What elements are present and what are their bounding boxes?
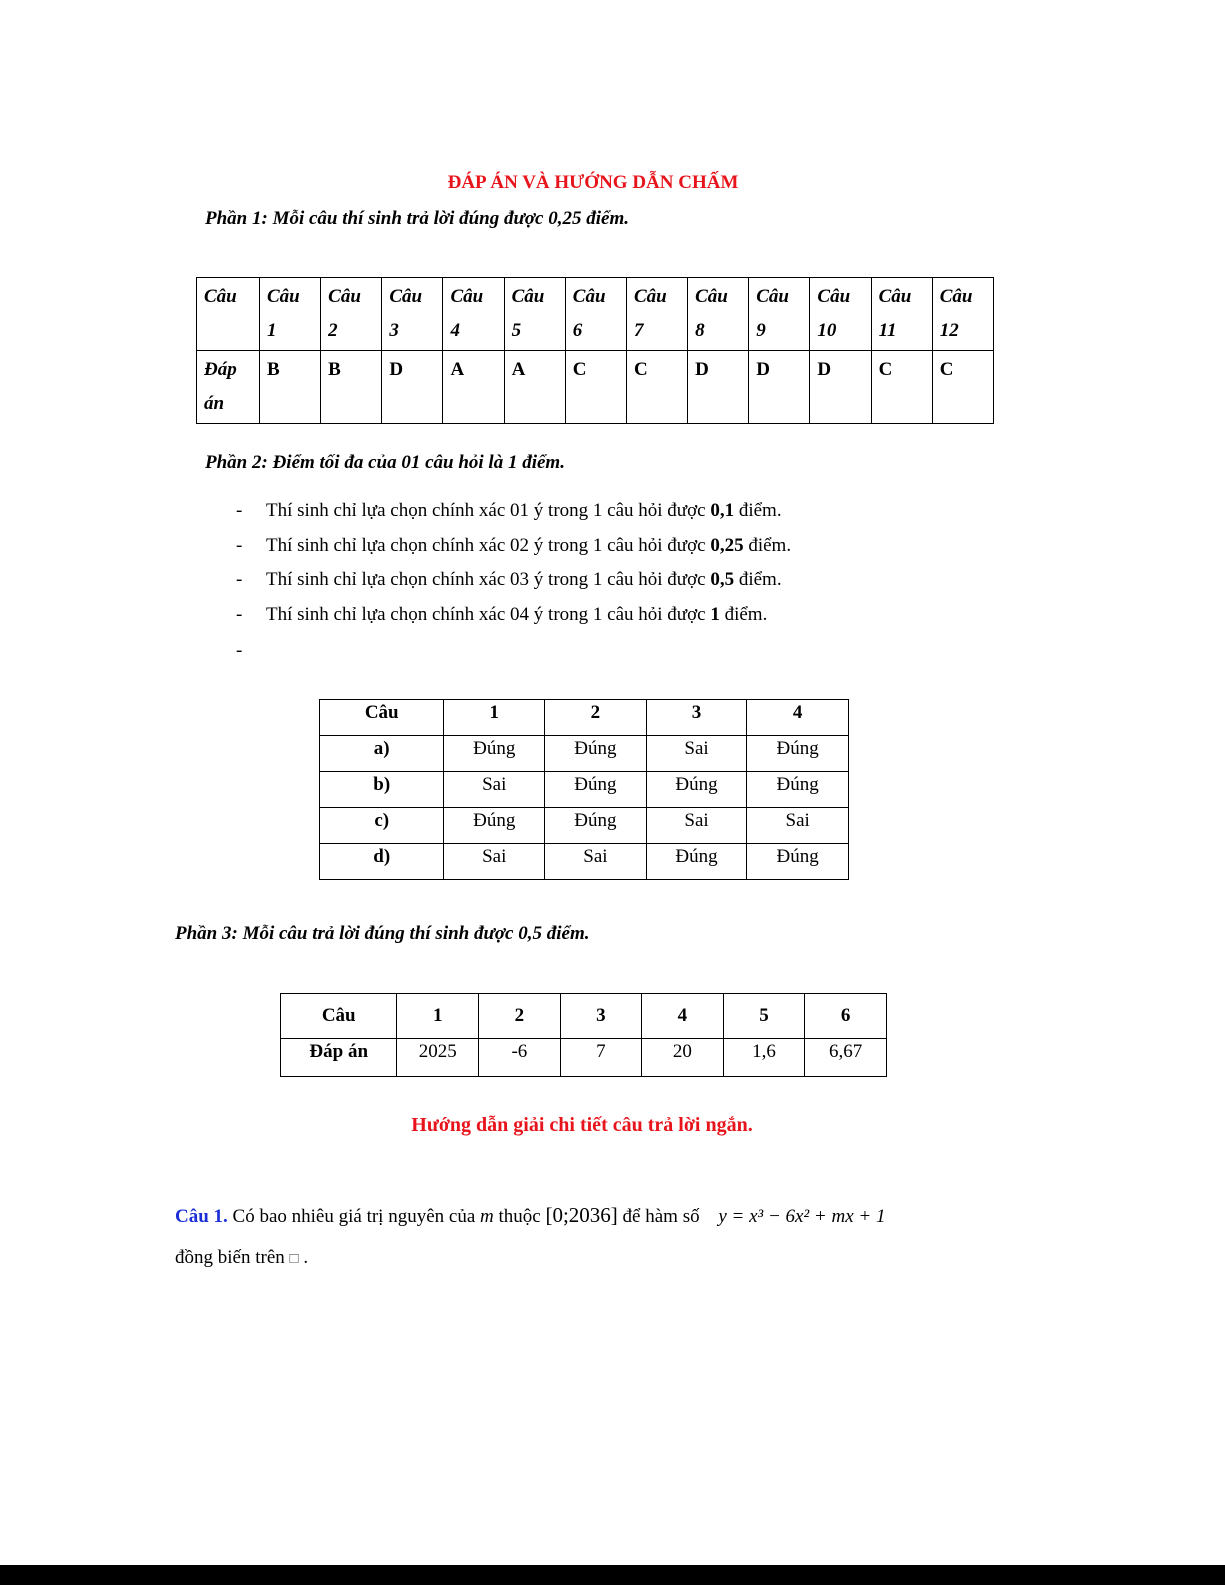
answer-cell: Đúng [747,844,849,880]
row-label-cell: d) [320,844,444,880]
table-header-row [281,994,887,1039]
question-header-cell: Câu 4 [443,278,504,351]
row-label-cell: b) [320,772,444,808]
answer-cell: A [443,351,504,424]
answer-cell: B [321,351,382,424]
answer-cell: 20 [642,1039,724,1077]
question-header-cell: Câu 11 [871,278,932,351]
answer-cell: Đúng [545,736,647,772]
answer-cell: Đúng [646,772,747,808]
header-cell: 3 [560,994,641,1039]
question-header-cell: Câu 5 [504,278,565,351]
question-1-line2: đồng biến trên □ . [175,1247,309,1268]
table-row [320,844,849,880]
answer-cell: D [749,351,810,424]
list-item: - Thí sinh chỉ lựa chọn chính xác 03 ý trong 1 câu hỏi được 0,5 điểm. [236,569,782,590]
answer-cell: Đúng [444,736,545,772]
question-1 [175,1203,885,1228]
answer-cell: Sai [545,844,647,880]
answer-cell: Sai [646,736,747,772]
question-header-cell: Câu 8 [688,278,749,351]
page-bottom-border [0,1565,1225,1585]
header-cell: 2 [479,994,561,1039]
part3-answer-table [280,993,887,1077]
answer-cell: 6,67 [805,1039,887,1077]
answer-cell: Sai [444,844,545,880]
question-header-cell: Câu 10 [810,278,871,351]
answer-cell: 7 [560,1039,641,1077]
answer-cell: Đúng [545,808,647,844]
header-cell: 4 [747,700,849,736]
answer-cell: B [260,351,321,424]
row-label-cell: a) [320,736,444,772]
part2-heading: Phần 2: Điểm tối đa của 01 câu hỏi là 1 điểm. [205,452,565,473]
part2-answer-table [319,699,849,880]
answer-cell: -6 [479,1039,561,1077]
header-cell: Câu [281,994,397,1039]
missing-glyph-icon: □ [289,1251,299,1267]
table-row [320,808,849,844]
table-row [197,278,994,351]
answer-cell: C [565,351,626,424]
answer-cell: Đúng [545,772,647,808]
question-header-cell: Câu 1 [260,278,321,351]
header-cell: Câu [320,700,444,736]
question-text: Có bao nhiêu giá trị nguyên của [227,1206,481,1227]
table-row [320,736,849,772]
answer-cell: C [626,351,687,424]
header-cell: 3 [646,700,747,736]
answer-cell: Đúng [444,808,545,844]
answer-cell: 2025 [397,1039,479,1077]
question-header-cell: Câu 12 [932,278,993,351]
question-header-cell: Câu 6 [565,278,626,351]
function-formula: y = x³ − 6x² + mx + 1 [718,1206,886,1227]
answer-cell: D [688,351,749,424]
list-item: - Thí sinh chỉ lựa chọn chính xác 04 ý trong 1 câu hỏi được 1 điểm. [236,604,768,625]
question-text: thuộc [493,1206,546,1227]
answer-cell: Đúng [747,772,849,808]
answer-cell: D [382,351,443,424]
header-cell: 1 [397,994,479,1039]
header-cell: 5 [723,994,805,1039]
header-cell: 2 [545,700,647,736]
answer-cell: A [504,351,565,424]
row-label-answer: Đáp án [197,351,260,424]
interval: [0;2036] [545,1203,618,1227]
question-header-cell: Câu 7 [626,278,687,351]
header-cell: 6 [805,994,887,1039]
row-label-cell: Đáp án [281,1039,397,1077]
variable-m: m [480,1206,494,1227]
question-header-cell: Câu 2 [321,278,382,351]
page-title: ĐÁP ÁN VÀ HƯỚNG DẪN CHẤM [447,172,739,193]
question-text: để hàm số [617,1206,705,1227]
answer-cell: 1,6 [723,1039,805,1077]
guide-title: Hướng dẫn giải chi tiết câu trả lời ngắn. [411,1114,753,1136]
row-label-cell: c) [320,808,444,844]
answer-cell: C [871,351,932,424]
answer-cell: Đúng [747,736,849,772]
question-text: đồng biến trên [175,1247,285,1268]
answer-cell: Đúng [646,844,747,880]
part1-heading: Phần 1: Mỗi câu thí sinh trả lời đúng được 0,25 điểm. [205,208,629,229]
table-row [320,772,849,808]
question-header-cell: Câu 3 [382,278,443,351]
header-cell: 4 [642,994,724,1039]
list-item: - Thí sinh chỉ lựa chọn chính xác 01 ý trong 1 câu hỏi được 0,1 điểm. [236,500,782,521]
list-item: - Thí sinh chỉ lựa chọn chính xác 02 ý trong 1 câu hỏi được 0,25 điểm. [236,535,792,556]
question-header-cell: Câu 9 [749,278,810,351]
row-label-question: Câu [197,278,260,351]
table-row [281,1039,887,1077]
answer-cell: Sai [747,808,849,844]
empty-bullet: - [236,640,243,661]
part3-heading: Phần 3: Mỗi câu trả lời đúng thí sinh được 0,5 điểm. [175,923,590,944]
part1-answer-table [196,277,994,424]
answer-cell: Sai [646,808,747,844]
answer-cell: Sai [444,772,545,808]
answer-cell: C [932,351,993,424]
table-header-row [320,700,849,736]
table-row [197,351,994,424]
header-cell: 1 [444,700,545,736]
question-label: Câu 1. [175,1206,228,1227]
answer-cell: D [810,351,871,424]
